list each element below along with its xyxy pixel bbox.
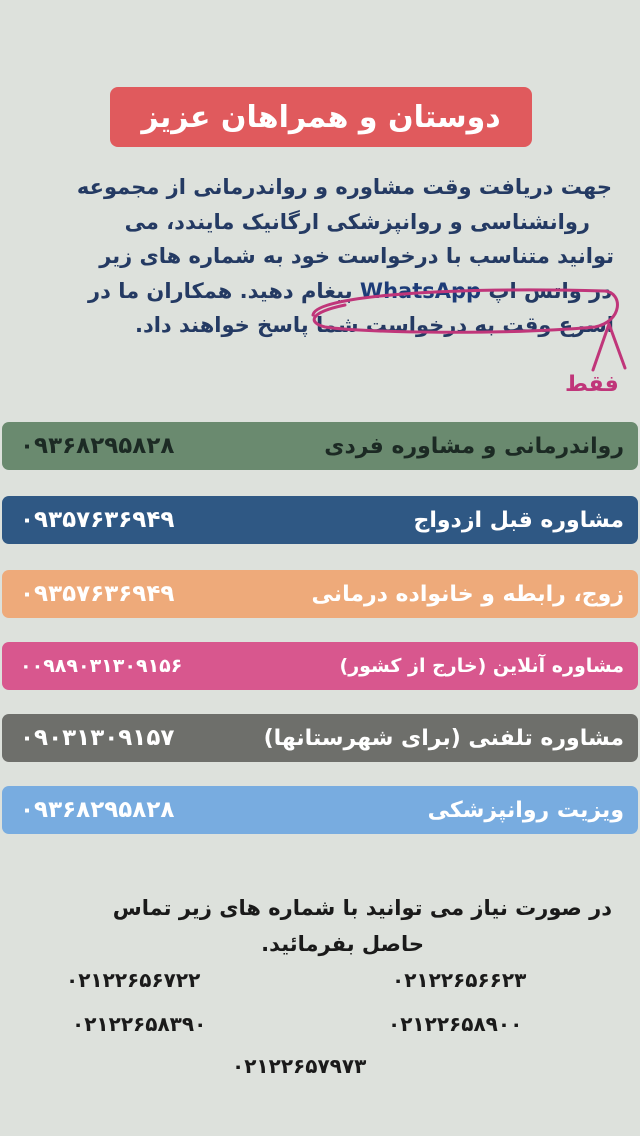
contact-number[interactable]: ۰۲۱۲۲۶۵۶۶۲۳ (392, 968, 527, 992)
service-label: زوج، رابطه و خانواده درمانی (311, 581, 624, 607)
whatsapp-word: WhatsApp (359, 278, 482, 303)
contact-line: در صورت نیاز می توانید با شماره های زیر تماس (112, 896, 612, 920)
service-bar-individual-therapy (2, 422, 638, 470)
intro-line: روانشناسی و روانپزشکی ارگانیک مایندد، می (124, 209, 590, 234)
contact-number[interactable]: ۰۲۱۲۲۶۵۸۳۹۰ (72, 1012, 207, 1036)
service-bar-premarital (2, 496, 638, 544)
contact-number[interactable]: ۰۲۱۲۲۶۵۷۹۷۳ (232, 1054, 367, 1078)
contact-number[interactable]: ۰۲۱۲۲۶۵۶۷۲۲ (66, 968, 201, 992)
service-label: مشاوره آنلاین (خارج از کشور) (339, 655, 624, 677)
service-phone[interactable]: ۰۰۹۸۹۰۳۱۳۰۹۱۵۶ (20, 655, 183, 677)
contact-number[interactable]: ۰۲۱۲۲۶۵۸۹۰۰ (388, 1012, 523, 1036)
service-bar-psychiatry (2, 786, 638, 834)
service-bar-online (2, 642, 638, 690)
intro-fragment: در واتس اپ (488, 278, 612, 303)
annotation-faqat: فقط (565, 372, 619, 397)
service-label: رواندرمانی و مشاوره فردی (324, 433, 624, 459)
intro-line: توانید متناسب با درخواست خود به شماره های زیر (99, 244, 614, 268)
service-label: مشاوره قبل ازدواج (413, 507, 624, 533)
service-phone[interactable]: ۰۹۰۳۱۳۰۹۱۵۷ (20, 725, 175, 751)
intro-line-whatsapp (20, 274, 620, 309)
intro-line: اسرع وقت به درخواست شما پاسخ خواهند داد. (134, 313, 614, 337)
intro-fragment: پیغام دهید. همکاران ما در (88, 278, 353, 303)
contact-text (0, 890, 640, 962)
service-bar-phone-consult (2, 714, 638, 762)
page-title: دوستان و همراهان عزیز (141, 99, 501, 135)
title-badge (110, 87, 532, 147)
service-label: ویزیت روانپزشکی (427, 797, 624, 823)
contact-line: حاصل بفرمائید. (261, 932, 424, 956)
service-phone[interactable]: ۰۹۳۶۸۲۹۵۸۲۸ (20, 797, 175, 823)
intro-text (20, 170, 620, 343)
service-label: مشاوره تلفنی (برای شهرستانها) (263, 725, 624, 751)
insert-arrow-annotation (585, 318, 635, 378)
service-phone[interactable]: ۰۹۳۵۷۶۳۶۹۴۹ (20, 507, 175, 533)
service-phone[interactable]: ۰۹۳۵۷۶۳۶۹۴۹ (20, 581, 175, 607)
service-phone[interactable]: ۰۹۳۶۸۲۹۵۸۲۸ (20, 433, 175, 459)
intro-line: جهت دریافت وقت مشاوره و رواندرمانی از مجموعه (76, 175, 612, 199)
service-bar-couples-family (2, 570, 638, 618)
